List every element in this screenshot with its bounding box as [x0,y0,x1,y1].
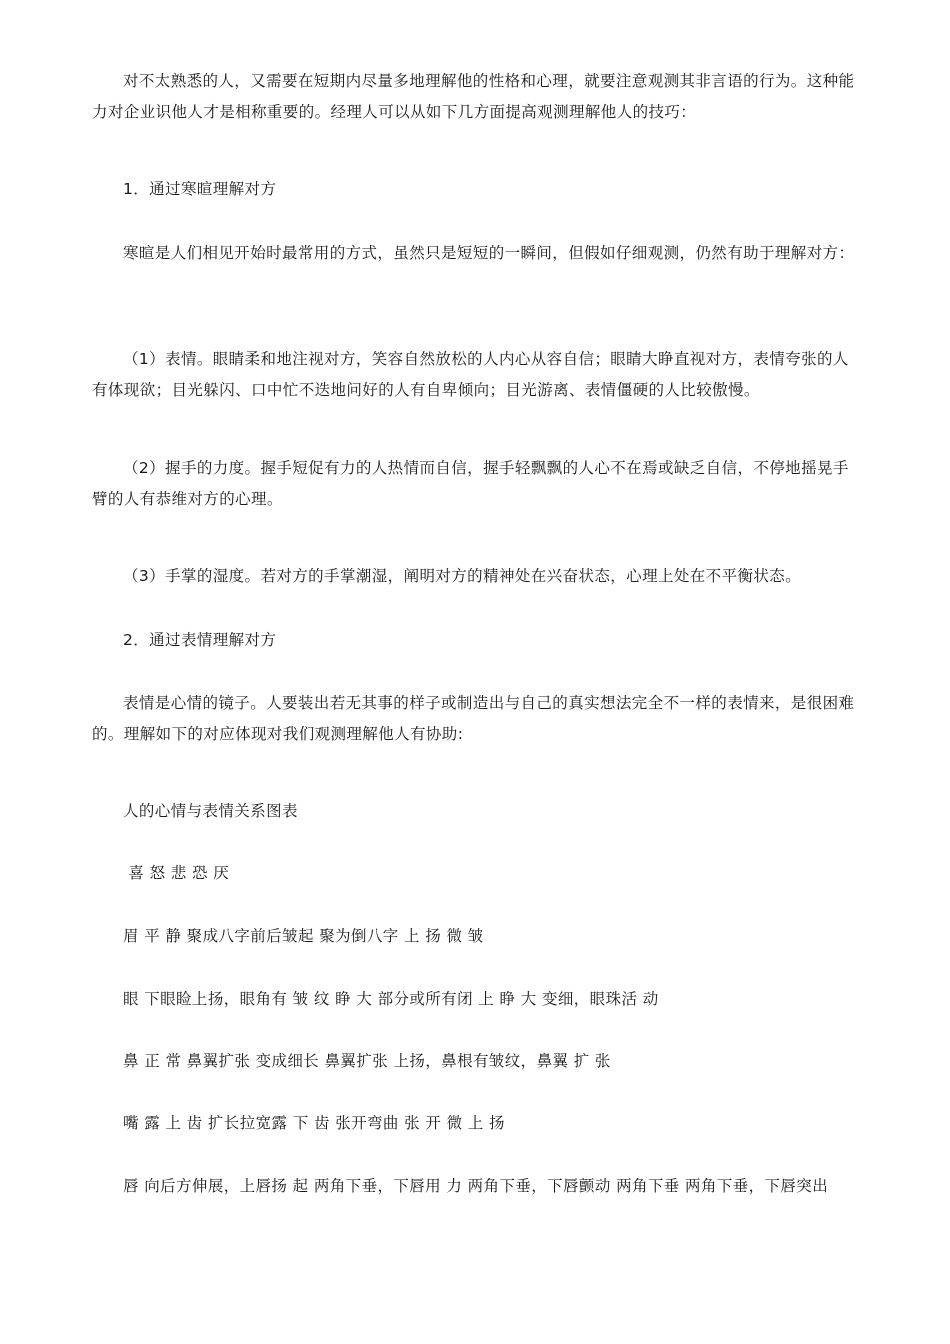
paragraph-expression: （1）表情。眼睛柔和地注视对方，笑容自然放松的人内心从容自信；眼睛大睁直视对方，表情夸张的人有体现欲；目光躲闪、口中忙不迭地问好的人有自卑倾向；目光游离、表情僵硬的人比较傲慢。 [92,350,849,399]
paragraph-intro: 对不太熟悉的人，又需要在短期内尽量多地理解他的性格和心理，就要注意观测其非言语的行为。这种能力对企业识他人才是相称重要的。经理人可以从如下几方面提高观测理解他人的技巧： [92,72,855,121]
table-row-brow: 眉 平 静 聚成八字前后皱起 聚为倒八字 上 扬 微 皱 [123,927,484,945]
heading-greeting: 1．通过寒暄理解对方 [123,180,277,198]
paragraph-handshake: （2）握手的力度。握手短促有力的人热情而自信，握手轻飘飘的人心不在焉或缺乏自信，不停地摇晃手臂的人有恭维对方的心理。 [92,459,849,508]
table-row-eye: 眼 下眼睑上扬，眼角有 皱 纹 睁 大 部分或所有闭 上 睁 大 变细，眼珠活 动 [123,990,659,1008]
table-row-mouth: 嘴 露 上 齿 扩长拉宽露 下 齿 张开弯曲 张 开 微 上 扬 [123,1114,505,1132]
paragraph-palm: （3）手掌的湿度。若对方的手掌潮湿，阐明对方的精神处在兴奋状态，心理上处在不平衡状态。 [123,567,802,585]
table-row-lip: 唇 向后方伸展，上唇扬 起 两角下垂，下唇用 力 两角下垂，下唇颤动 两角下垂 两角下垂，下唇突出 [123,1177,829,1195]
heading-expression: 2．通过表情理解对方 [123,631,277,649]
paragraph-mirror: 表情是心情的镜子。人要装出若无其事的样子或制造出与自己的真实想法完全不一样的表情来，是很困难的。理解如下的对应体现对我们观测理解他人有协助: [92,694,855,743]
table-row-nose: 鼻 正 常 鼻翼扩张 变成细长 鼻翼扩张 上扬，鼻根有皱纹，鼻翼 扩 张 [123,1052,611,1070]
table-title: 人的心情与表情关系图表 [123,802,298,820]
paragraph-greeting: 寒暄是人们相见开始时最常用的方式，虽然只是短短的一瞬间，但假如仔细观测，仍然有助于理解对方： [123,244,855,262]
table-header-row: 喜 怒 悲 恐 厌 [123,864,230,882]
